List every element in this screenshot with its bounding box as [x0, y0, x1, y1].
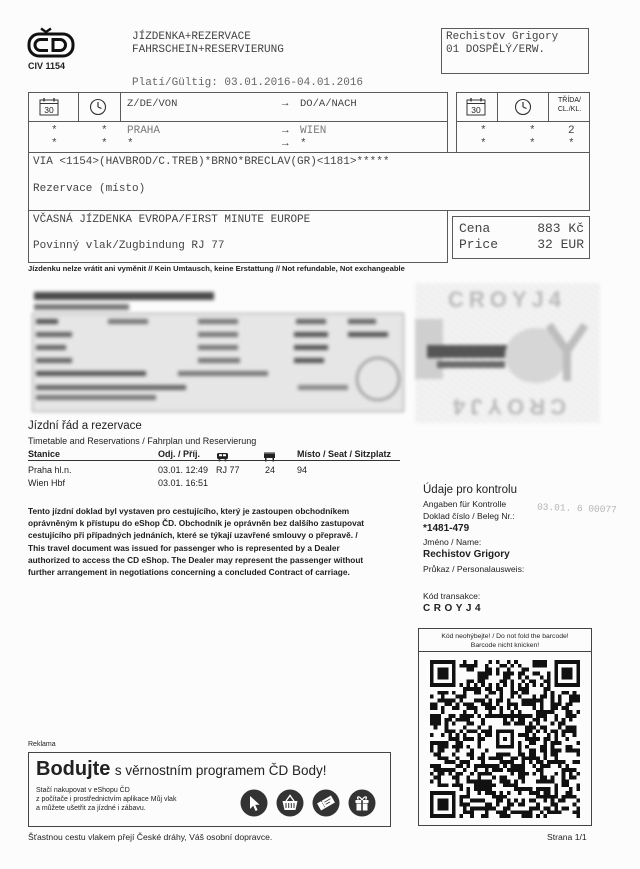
outbound-date: *: [51, 125, 58, 137]
carrier-code: CIV 1154: [28, 61, 66, 71]
arrow-icon: →: [282, 125, 289, 137]
passenger-name: Rechistov Grigory: [446, 31, 559, 43]
col-station: Stanice: [28, 449, 61, 459]
security-code-bottom: CROYJ4: [448, 394, 567, 419]
train-binding: Povinný vlak/Zugbindung RJ 77: [33, 240, 225, 252]
class-label: [549, 96, 590, 114]
disclaimer-line: This travel document was issued for passenger who is represented by a Dealer: [28, 543, 340, 553]
return-date: *: [51, 138, 58, 150]
ad-label: Reklama: [28, 741, 56, 748]
ad-headline: [36, 758, 326, 781]
ad-text-line: z počítače i prostřednictvím aplikace Můj vlak: [36, 796, 177, 803]
price-label-en: Price: [459, 237, 499, 252]
destination-station: WIEN: [300, 125, 327, 137]
station-departure: Praha hl.n.: [28, 465, 72, 475]
barcode-warning-line1: Kód neohýbejte! / Do not fold the barcode!: [441, 633, 569, 640]
timetable-title: Jízdní řád a rezervace: [28, 420, 142, 432]
security-code-top: CROYJ4: [448, 287, 567, 312]
svg-text:30: 30: [44, 104, 54, 115]
return-destination: *: [300, 138, 307, 150]
return-time: *: [101, 138, 108, 150]
seat-number: 94: [297, 465, 308, 475]
name-label: Jméno / Name:: [423, 537, 482, 547]
transaction-code: CROYJ4: [423, 603, 485, 614]
passenger-name-control: Rechistov Grigory: [423, 549, 510, 560]
qr-code: [430, 660, 580, 823]
disclaimer-line: further arrangement in negotiations concerning a concluded Contract of carriage.: [28, 567, 350, 577]
price-czk-row: [459, 221, 584, 236]
price-label-cz: Cena: [459, 221, 491, 236]
arrival-time: 03.01. 16:51: [158, 478, 209, 488]
footer-greeting: Šťastnou cestu vlakem přejí České dráhy, Váš osobní dopravce.: [28, 832, 273, 842]
gift-icon: [348, 789, 376, 817]
ad-text-line: Stačí nakupovat v eShopu ČD: [36, 787, 130, 794]
svg-text:30: 30: [471, 104, 481, 115]
price-eur-row: [459, 237, 584, 252]
origin-station: PRAHA: [127, 125, 161, 137]
barcode-warning-line2: Barcode nicht knicken!: [470, 642, 540, 649]
calendar-icon: [466, 97, 486, 121]
from-label: Z/DE/VON: [127, 98, 178, 110]
validity: Platí/Gültig: 03.01.2016-04.01.2016: [132, 77, 364, 89]
fare-name: VČASNÁ JÍZDENKA EVROPA/FIRST MINUTE EUROPE: [33, 214, 311, 226]
ticket-icon: [312, 789, 340, 817]
clock-icon: [514, 98, 532, 121]
transaction-label: Kód transakce:: [423, 591, 481, 601]
barcode-warning: [418, 632, 592, 650]
return-date-right: *: [480, 138, 487, 150]
page-number: Strana 1/1: [547, 832, 587, 842]
ad-headline-bold: Bodujte: [36, 758, 111, 780]
reservation-label: Rezervace (místo): [33, 183, 146, 195]
document-number-label: Doklad číslo / Beleg Nr.:: [423, 511, 515, 521]
col-dep-arr: Odj. / Příj.: [158, 449, 201, 459]
return-origin: *: [127, 138, 134, 150]
return-class: *: [568, 138, 575, 150]
disclaimer-line: authorized to access the CD eShop. The Dealer may represent the passenger without: [28, 555, 364, 565]
passenger-category: 01 DOSPĚLÝ/ERW.: [446, 44, 546, 56]
disclaimer-line: cestujícího při případných jednáních, které se týkají uzavřené smlouvy o přepravě. /: [28, 530, 358, 540]
ticket-title-de: FAHRSCHEIN+RESERVIERUNG: [132, 44, 284, 56]
class-label-line1: TŘÍDA/: [558, 97, 581, 104]
blurred-sales-details: [28, 285, 408, 415]
price-eur: 32 EUR: [537, 237, 584, 252]
return-date-right: *: [480, 125, 487, 137]
departure-time: 03.01. 12:49: [158, 465, 209, 475]
document-number: *1481-479: [423, 523, 470, 534]
clock-icon: [89, 98, 107, 121]
disclaimer-line: Tento jízdní doklad byl vystaven pro cestujícího, který je zastoupen obchodníkem: [28, 506, 350, 516]
control-subtitle: Angaben für Kontrolle: [423, 499, 507, 509]
return-time-right: *: [529, 138, 536, 150]
class-label-line2: CL./KL.: [557, 106, 582, 113]
return-time-right: *: [529, 125, 536, 137]
route-via: VIA <1154>(HAVBROD/C.TREB)*BRNO*BRECLAV(GR)<1181>*****: [33, 156, 390, 168]
col-seat: Místo / Seat / Sitzplatz: [297, 449, 392, 459]
to-label: DO/A/NACH: [300, 98, 357, 110]
security-pattern: [415, 283, 600, 423]
arrow-icon: →: [282, 98, 289, 110]
price-czk: 883 Kč: [537, 221, 584, 236]
station-arrival: Wien Hbf: [28, 478, 66, 488]
outbound-time: *: [101, 125, 108, 137]
arrow-icon: →: [282, 138, 289, 150]
disclaimer-line: oprávněným k přístupu do eShop ČD. Obchodník je oprávněn bez dalšího zastupovat: [28, 518, 365, 528]
cd-logo: [27, 26, 75, 63]
timetable-subtitle: Timetable and Reservations / Fahrplan und Reservierung: [28, 436, 257, 446]
ad-headline-rest: s věrnostním programem ČD Body!: [114, 763, 327, 778]
ticket-title-cz: JÍZDENKA+REZERVACE: [132, 31, 251, 43]
train-number: RJ 77: [216, 465, 240, 475]
validation-stamp: 03.01. 6 00077: [536, 501, 618, 516]
coach-number: 24: [265, 465, 276, 475]
calendar-icon: [39, 97, 59, 121]
basket-icon: [276, 789, 304, 817]
id-label: Průkaz / Personalausweis:: [423, 564, 525, 574]
control-title: Údaje pro kontrolu: [423, 484, 517, 496]
travel-class: 2: [568, 125, 575, 137]
ad-text-line: a můžete ušetřit za jízdné i zábavu.: [36, 805, 146, 812]
cursor-icon: [240, 789, 268, 817]
refund-notice: Jízdenku nelze vrátit ani vyměnit // Kein Umtausch, keine Erstattung // Not refundable, Not exchangeable: [28, 264, 405, 273]
